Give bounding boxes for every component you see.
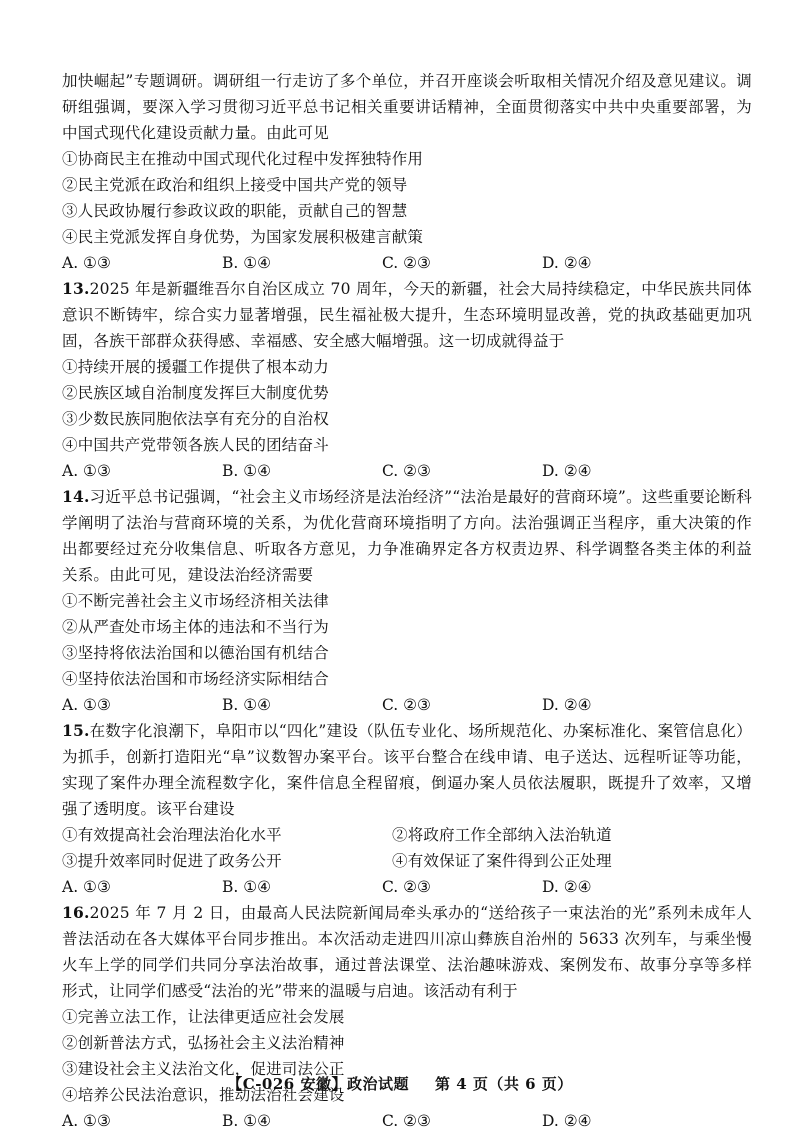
option-3: ③少数民族同胞依法享有充分的自治权 bbox=[62, 410, 329, 428]
choice-a: A. ①③ bbox=[62, 1112, 111, 1130]
answer-choices bbox=[62, 1108, 752, 1134]
question-number: 14. bbox=[62, 487, 90, 506]
choice-a: A. ①③ bbox=[62, 878, 111, 896]
option-grid bbox=[62, 822, 752, 874]
question-15 bbox=[62, 718, 752, 900]
question-13 bbox=[62, 276, 752, 484]
option-3: ③建设社会主义法治文化，促进司法公正 bbox=[62, 1060, 345, 1078]
option-2: ②创新普法方式，弘扬社会主义法治精神 bbox=[62, 1034, 345, 1052]
choice-d: D. ②④ bbox=[542, 878, 592, 896]
choice-d: D. ②④ bbox=[542, 254, 592, 272]
option-4: ④有效保证了案件得到公正处理 bbox=[392, 852, 612, 870]
option-1: ①完善立法工作，让法律更适应社会发展 bbox=[62, 1008, 345, 1026]
question-text: 习近平总书记强调，“社会主义市场经济是法治经济”“法治是最好的营商环境”。这些重要论断科学阐明了法治与营商环境的关系，为优化营商环境指明了方向。法治强调正当程序，重大决策的作出都要经过充分收集信息、听取各方意见，力争准确界定各方权责边界、科学调整各类主体的利益关系。由此可见，建设法治经济需要 bbox=[62, 488, 752, 584]
answer-choices bbox=[62, 458, 752, 484]
question-stem bbox=[62, 718, 752, 822]
option-3: ③人民政协履行参政议政的职能，贡献自己的智慧 bbox=[62, 202, 408, 220]
page-number: 第 4 页（共 6 页） bbox=[434, 1075, 573, 1093]
option-1: ①有效提高社会治理法治化水平 bbox=[62, 826, 282, 844]
exam-page bbox=[62, 68, 752, 1134]
choice-c: C. ②③ bbox=[382, 696, 431, 714]
choice-b: B. ①④ bbox=[222, 696, 272, 714]
choice-d: D. ②④ bbox=[542, 696, 592, 714]
choice-b: B. ①④ bbox=[222, 462, 272, 480]
question-stem: 加快崛起”专题调研。调研组一行走访了多个单位，并召开座谈会听取相关情况介绍及意见建议。调研组强调，要深入学习贯彻习近平总书记相关重要讲话精神，全面贯彻落实中共中央重要部署，为中国式现代化建设贡献力量。由此可见 bbox=[62, 72, 752, 142]
question-stem bbox=[62, 900, 752, 1004]
question-stem bbox=[62, 484, 752, 588]
choice-d: D. ②④ bbox=[542, 1112, 592, 1130]
page-footer bbox=[0, 1073, 800, 1094]
option-4: ④中国共产党带领各族人民的团结奋斗 bbox=[62, 436, 329, 454]
choice-a: A. ①③ bbox=[62, 696, 111, 714]
choice-b: B. ①④ bbox=[222, 878, 272, 896]
option-2: ②将政府工作全部纳入法治轨道 bbox=[392, 826, 612, 844]
option-4: ④培养公民法治意识，推动法治社会建设 bbox=[62, 1086, 345, 1104]
question-number: 16. bbox=[62, 903, 90, 922]
choice-b: B. ①④ bbox=[222, 254, 272, 272]
choice-b: B. ①④ bbox=[222, 1112, 272, 1130]
question-12-continued bbox=[62, 68, 752, 276]
option-1: ①协商民主在推动中国式现代化过程中发挥独特作用 bbox=[62, 150, 424, 168]
option-4: ④民主党派发挥自身优势，为国家发展积极建言献策 bbox=[62, 228, 424, 246]
option-1: ①不断完善社会主义市场经济相关法律 bbox=[62, 592, 329, 610]
choice-a: A. ①③ bbox=[62, 254, 111, 272]
choice-c: C. ②③ bbox=[382, 878, 431, 896]
choice-c: C. ②③ bbox=[382, 462, 431, 480]
question-14 bbox=[62, 484, 752, 718]
question-16 bbox=[62, 900, 752, 1134]
option-3: ③提升效率同时促进了政务公开 bbox=[62, 852, 282, 870]
exam-code: 【C-026 安徽】政治试题 bbox=[227, 1075, 409, 1093]
choice-c: C. ②③ bbox=[382, 254, 431, 272]
option-2: ②从严查处市场主体的违法和不当行为 bbox=[62, 618, 329, 636]
question-stem bbox=[62, 276, 752, 354]
choice-c: C. ②③ bbox=[382, 1112, 431, 1130]
choice-a: A. ①③ bbox=[62, 462, 111, 480]
answer-choices bbox=[62, 692, 752, 718]
question-number: 15. bbox=[62, 721, 90, 740]
question-text: 2025 年是新疆维吾尔自治区成立 70 周年，今天的新疆，社会大局持续稳定，中华民族共同体意识不断铸牢，综合实力显著增强，民生福祉极大提升，生态环境明显改善，党的执政基础更加巩固，各族干部群众获得感、幸福感、安全感大幅增强。这一切成就得益于 bbox=[62, 280, 752, 350]
option-4: ④坚持依法治国和市场经济实际相结合 bbox=[62, 670, 329, 688]
question-text: 2025 年 7 月 2 日，由最高人民法院新闻局牵头承办的“送给孩子一束法治的光”系列未成年人普法活动在各大媒体平台同步推出。本次活动走进四川凉山彝族自治州的 5633 次列车，与乘坐慢火车上学的同学们共同分享法治故事，通过普法课堂、法治趣味游戏、案例发布、故事分享等多样形式，让同学们感受“法治的光”带来的温暖与启迪。该活动有利于 bbox=[62, 904, 752, 1000]
option-2: ②民族区域自治制度发挥巨大制度优势 bbox=[62, 384, 329, 402]
option-2: ②民主党派在政治和组织上接受中国共产党的领导 bbox=[62, 176, 408, 194]
answer-choices bbox=[62, 874, 752, 900]
answer-choices bbox=[62, 250, 752, 276]
option-3: ③坚持将依法治国和以德治国有机结合 bbox=[62, 644, 329, 662]
option-1: ①持续开展的援疆工作提供了根本动力 bbox=[62, 358, 329, 376]
question-number: 13. bbox=[62, 279, 90, 298]
question-text: 在数字化浪潮下，阜阳市以“四化”建设（队伍专业化、场所规范化、办案标准化、案管信息化）为抓手，创新打造阳光“阜”议数智办案平台。该平台整合在线申请、电子送达、远程听证等功能，实现了案件办理全流程数字化，案件信息全程留痕，倒逼办案人员依法履职，既提升了效率，又增强了透明度。该平台建设 bbox=[62, 722, 752, 818]
choice-d: D. ②④ bbox=[542, 462, 592, 480]
